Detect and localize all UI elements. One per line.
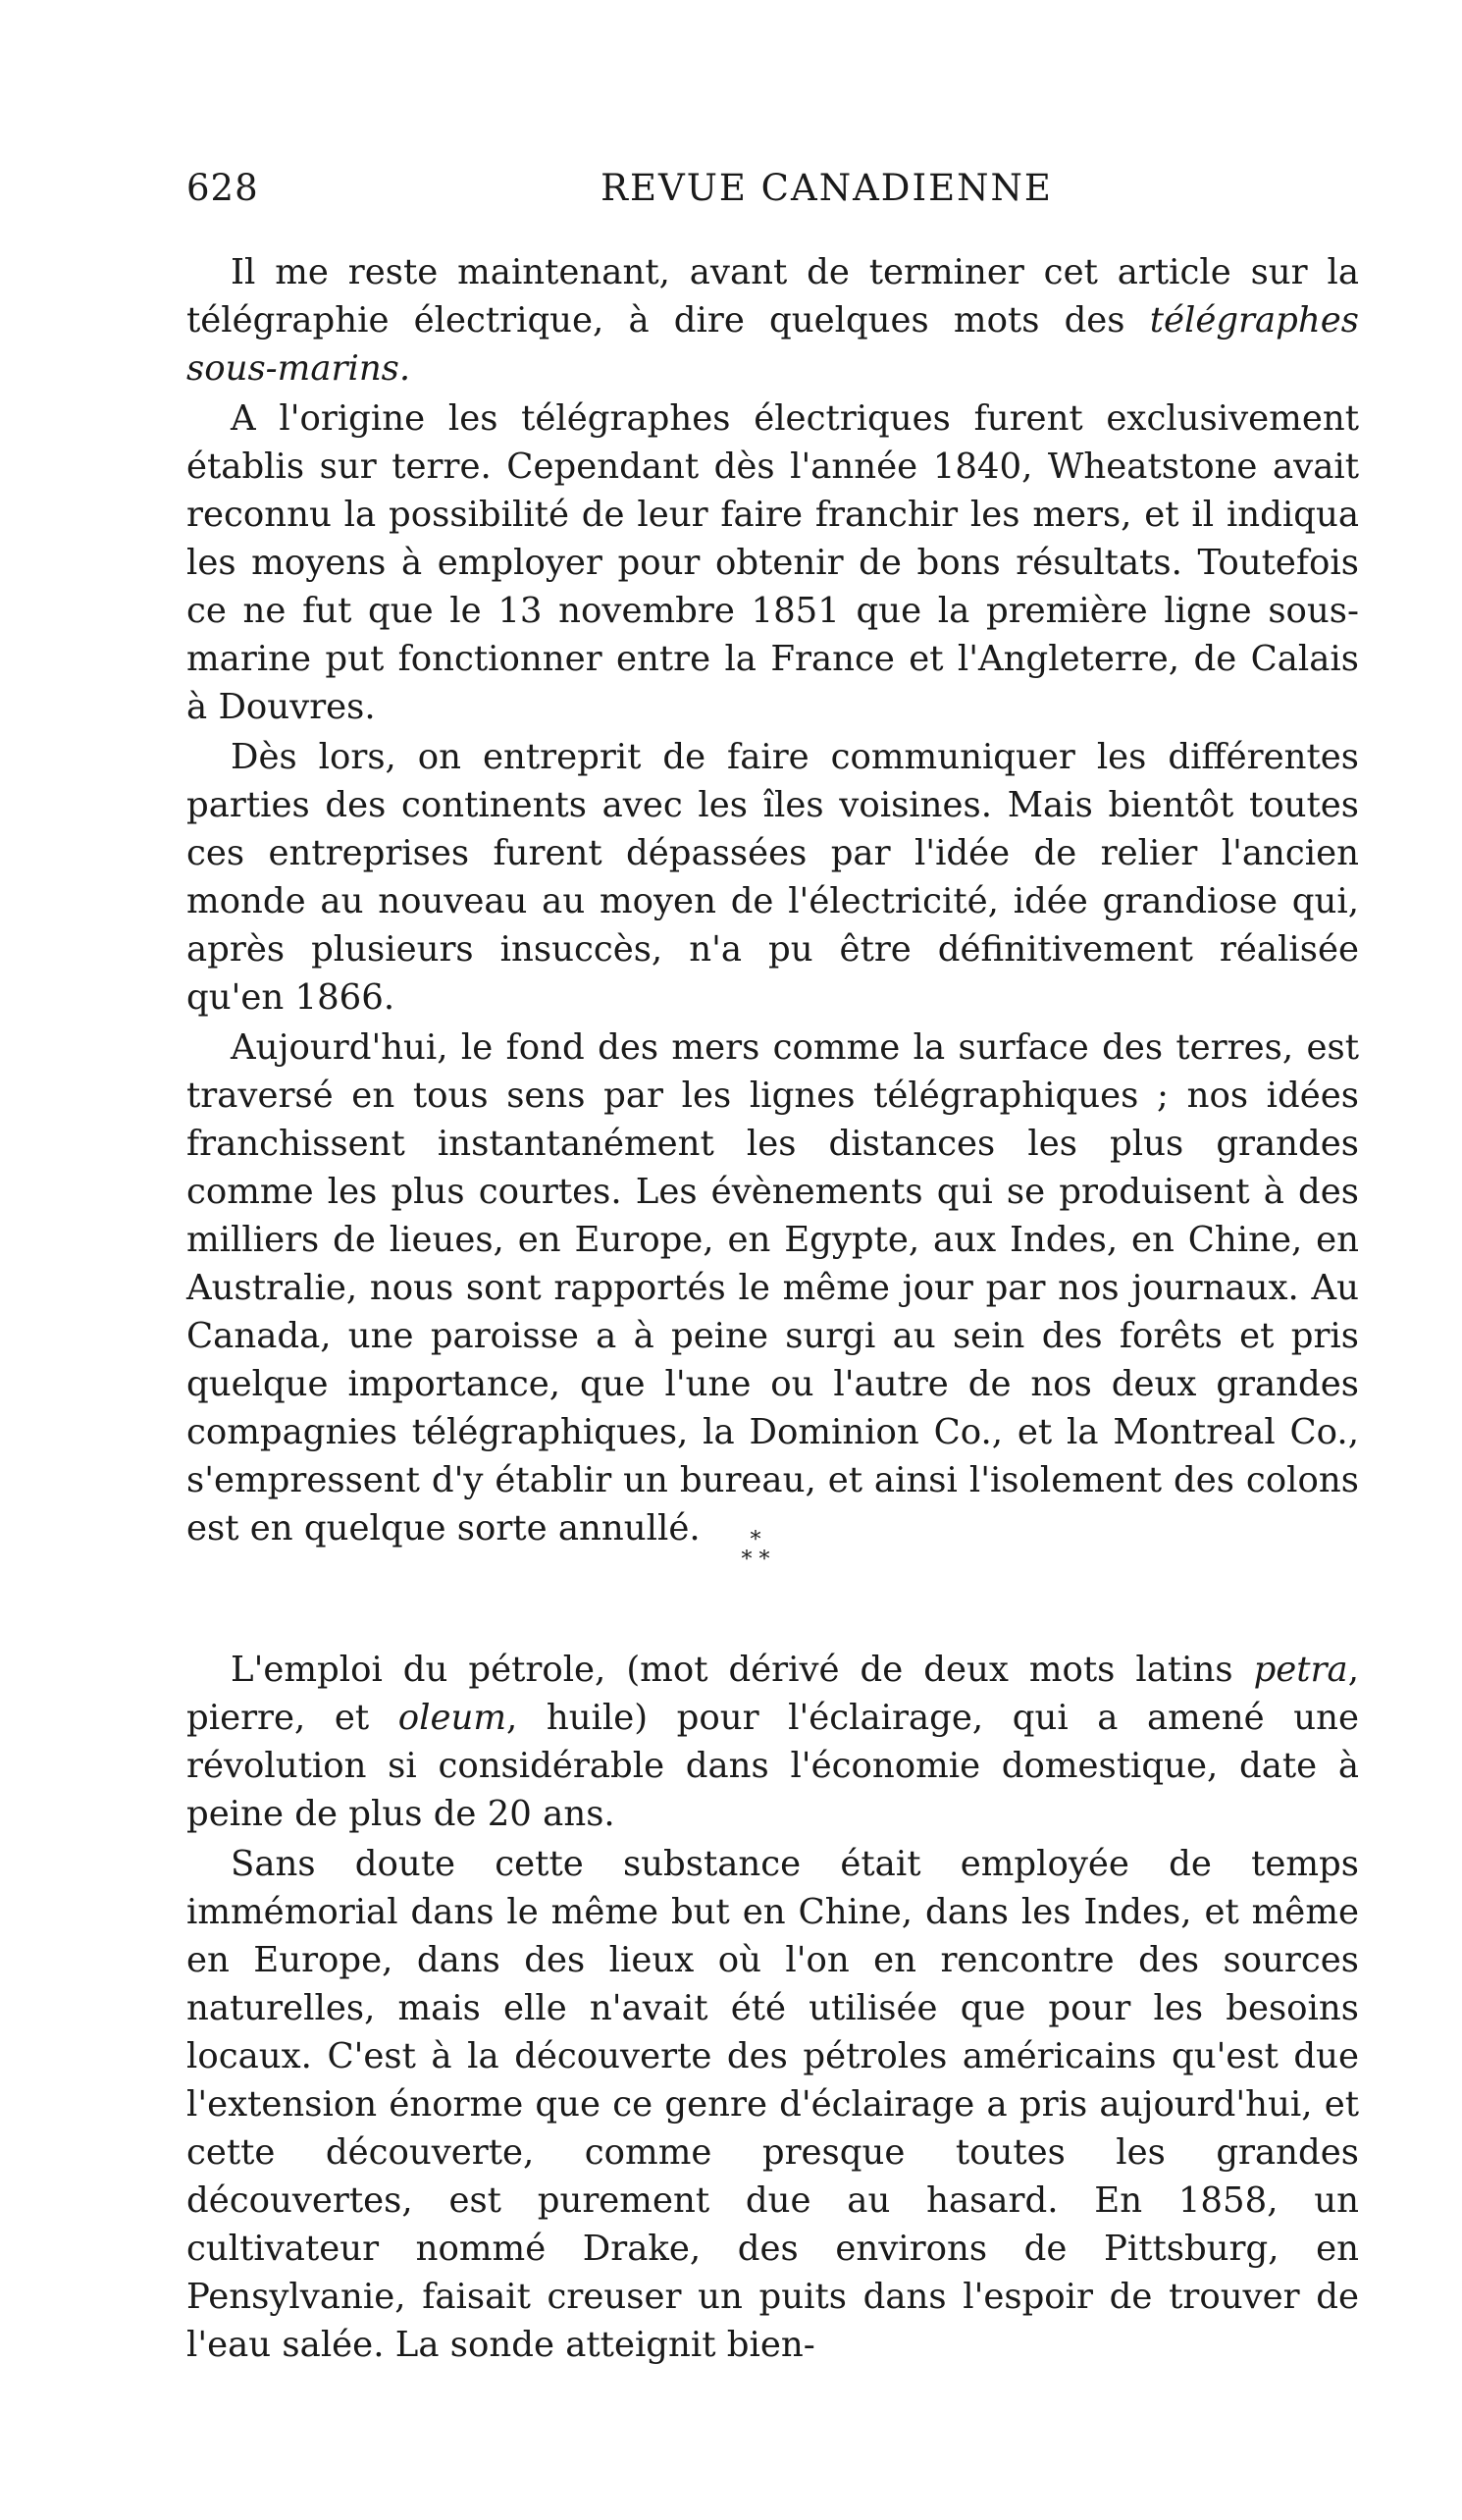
- page-number: 628: [186, 167, 259, 209]
- paragraph: [186, 248, 1359, 393]
- italic-term: oleum: [397, 1698, 506, 1738]
- italic-term: petra: [1253, 1650, 1348, 1690]
- paragraph: Dès lors, on entreprit de faire communiquer les différentes parties des continents avec les îles voisines. Mais bientôt toutes ces entreprises furent dépassées par l'idée de relier l'ancien monde au nouveau au moyen de l'électricité, idée grandiose qui, après plusieurs insuccès, n'a pu être définitivement réalisée qu'en 1866.: [186, 737, 1359, 1018]
- section-telegraphy: [186, 248, 1359, 1554]
- paragraph: Sans doute cette substance était employée de temps immémorial dans le même but en Chine, dans les Indes, et même en Europe, dans des lieux où l'on en rencontre des sources naturelles, mais elle n'avait été utilisée que pour les besoins locaux. C'est à la découverte des pétroles américains qu'est due l'extension énorme que ce genre d'éclairage a pris aujourd'hui, et cette découverte, comme presque toutes les grandes découvertes, est purement due au hasard. En 1858, un cultivateur nommé Drake, des environs de Pittsburg, en Pensylvanie, faisait creuser un puits dans l'espoir de trouver de l'eau salée. La sonde atteignit bien-: [186, 1844, 1359, 2365]
- paragraph-text: Il me reste maintenant, avant de terminer cet article sur la télégraphie électrique, à dire quelques mots des: [186, 252, 1359, 341]
- paragraph-text: L'emploi du pétrole, (mot dérivé de deux mots latins: [231, 1650, 1233, 1690]
- asterism-bottom: * *: [741, 1548, 770, 1572]
- section-petroleum: [186, 1646, 1359, 2371]
- paragraph: A l'origine les télégraphes électriques furent exclusivement établis sur terre. Cependant dès l'année 1840, Wheatstone avait reconnu la possibilité de leur faire franchir les mers, et il indiqua les moyens à employer pour obtenir de bons résultats. Toutefois ce ne fut que le 13 novembre 1851 que la première ligne sous-marine put fonctionner entre la France et l'Angleterre, de Calais à Douvres.: [186, 398, 1359, 727]
- page-header: [186, 167, 1359, 216]
- asterism-top: *: [750, 1528, 761, 1552]
- paragraph-text: , huile) pour l'éclairage, qui a amené une révolution si considérable dans l'économie domestique, date à peine de plus de 20 ans.: [186, 1698, 1359, 1834]
- running-title: REVUE CANADIENNE: [600, 167, 1053, 209]
- paragraph-text: , pierre, et: [186, 1650, 1359, 1738]
- paragraph: Aujourd'hui, le fond des mers comme la surface des terres, est traversé en tous sens par les lignes télégraphiques ; nos idées franchissent instantanément les distances les plus grandes comme les plus courtes. Les évènements qui se produisent à des milliers de lieues, en Europe, en Egypte, aux Indes, en Chine, en Australie, nous sont rapportés le même jour par nos journaux. Au Canada, une paroisse a à peine surgi au sein des forêts et pris quelque importance, que l'une ou l'autre de nos deux grandes compagnies télégraphiques, la Dominion Co., et la Montreal Co., s'empressent d'y établir un bureau, et ainsi l'isolement des colons est en quelque sorte annullé.: [186, 1027, 1359, 1549]
- asterism-separator: [726, 1528, 785, 1580]
- italic-term: télégraphes sous-marins.: [186, 300, 1359, 389]
- paragraph: [186, 1646, 1359, 1838]
